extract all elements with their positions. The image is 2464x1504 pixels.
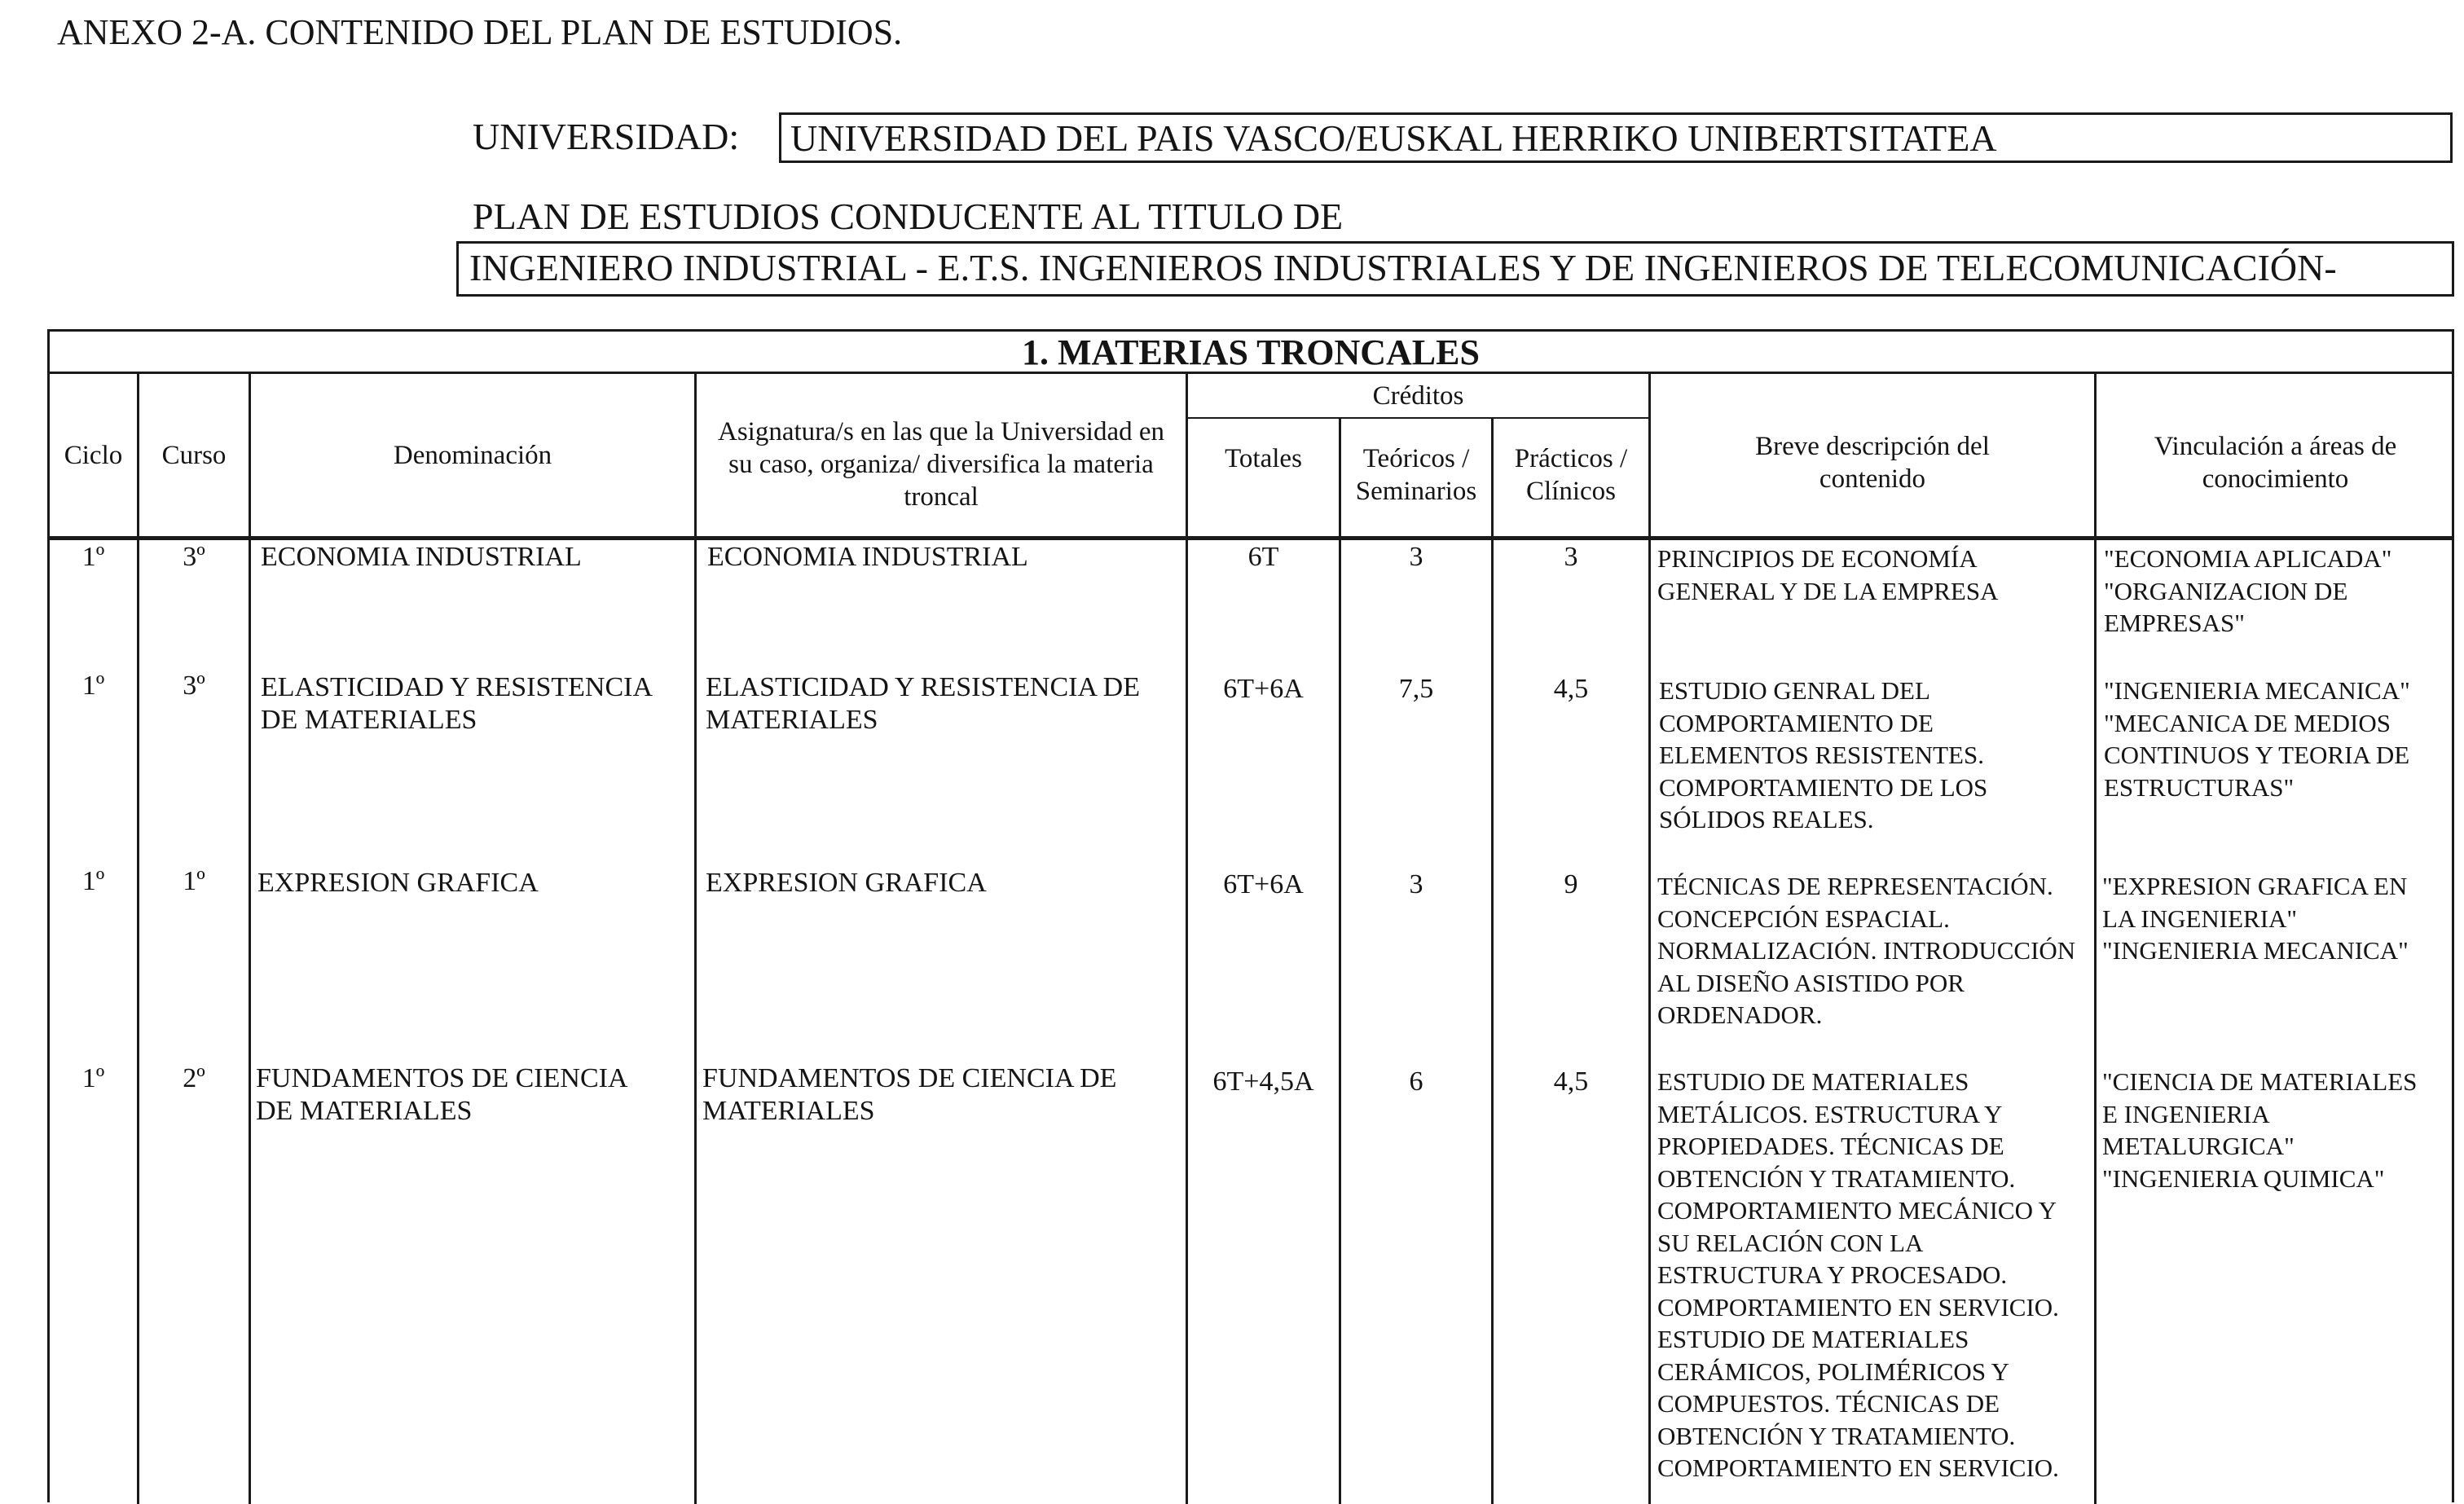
row-4-teoricos: 6 — [1409, 1066, 1423, 1097]
row-4-asignatura: FUNDAMENTOS DE CIENCIA DE MATERIALES — [702, 1063, 1117, 1126]
col-divider — [1491, 419, 1494, 1504]
row-2-totales: 6T+6A — [1223, 674, 1304, 704]
col-divider — [2094, 372, 2097, 1504]
row-4-vinculacion: "CIENCIA DE MATERIALES E INGENIERIA METALURGICA" "INGENIERIA QUIMICA" — [2102, 1067, 2418, 1193]
section-title: 1. MATERIAS TRONCALES — [1022, 332, 1480, 372]
creditos-divider — [1186, 417, 1651, 419]
row-3-asignatura: EXPRESION GRAFICA — [706, 868, 987, 898]
row-4-descripcion: ESTUDIO DE MATERIALES METÁLICOS. ESTRUCTURA Y PROPIEDADES. TÉCNICAS DE OBTENCIÓN Y TRATAMIENTO. COMPORTAMIENTO MECÁNICO Y SU RELACIÓN CON LA ESTRUCTURA Y PROCESADO. COMPORTAMIENTO EN SERVICIO. ESTUDIO DE MATERIALES CERÁMICOS, POLIMÉRICOS Y COMPUESTOS. TÉCNICAS DE OBTENCIÓN Y TRATAMIENTO. COMPORTAMIENTO EN SERVICIO. — [1657, 1067, 2059, 1482]
col-header-curso: Curso — [161, 440, 227, 470]
plan-value: INGENIERO INDUSTRIAL - E.T.S. INGENIEROS INDUSTRIALES Y DE INGENIEROS DE TELECOMUNICACIÓN- — [469, 247, 2337, 288]
row-4-totales: 6T+4,5A — [1212, 1066, 1314, 1097]
row-1-asignatura: ECONOMIA INDUSTRIAL — [707, 542, 1028, 572]
col-header-asignatura: Asignatura/s en las que la Universidad en su caso, organiza/ diversifica la materia troncal — [717, 417, 1164, 512]
col-divider — [694, 372, 697, 1504]
row-2-curso: 3º — [183, 671, 205, 701]
row-3-practicos: 9 — [1564, 869, 1578, 899]
plan-label: PLAN DE ESTUDIOS CONDUCENTE AL TITULO DE — [473, 196, 1344, 237]
row-2-practicos: 4,5 — [1553, 674, 1589, 704]
row-3-teoricos: 3 — [1409, 869, 1423, 899]
row-1-practicos: 3 — [1564, 542, 1578, 572]
row-3-ciclo: 1º — [81, 866, 105, 896]
university-label: UNIVERSIDAD: — [473, 116, 740, 157]
col-header-teoricos: Teóricos / Seminarios — [1355, 444, 1477, 506]
header-bottom-rule — [47, 536, 2454, 540]
row-2-asignatura: ELASTICIDAD Y RESISTENCIA DE MATERIALES — [706, 672, 1140, 735]
row-1-curso: 3º — [183, 542, 205, 572]
col-header-totales: Totales — [1225, 444, 1302, 473]
col-divider — [249, 372, 251, 1504]
row-4-practicos: 4,5 — [1553, 1066, 1589, 1097]
row-1-ciclo: 1º — [81, 542, 105, 572]
row-4-ciclo: 1º — [81, 1063, 105, 1093]
row-4-denominacion: FUNDAMENTOS DE CIENCIA DE MATERIALES — [256, 1063, 628, 1126]
row-1-vinculacion: "ECONOMIA APLICADA" "ORGANIZACION DE EMPRESAS" — [2104, 544, 2392, 637]
row-4-curso: 2º — [183, 1063, 205, 1093]
col-header-creditos: Créditos — [1372, 380, 1464, 411]
row-3-totales: 6T+6A — [1223, 869, 1304, 899]
row-3-descripcion: TÉCNICAS DE REPRESENTACIÓN. CONCEPCIÓN ESPACIAL. NORMALIZACIÓN. INTRODUCCIÓN AL DISEÑO ASISTIDO POR ORDENADOR. — [1657, 872, 2076, 1029]
row-1-totales: 6T — [1247, 542, 1279, 572]
university-value: UNIVERSIDAD DEL PAIS VASCO/EUSKAL HERRIKO UNIBERTSITATEA — [790, 117, 1997, 159]
row-2-descripcion: ESTUDIO GENRAL DEL COMPORTAMIENTO DE ELEMENTOS RESISTENTES. COMPORTAMIENTO DE LOS SÓLIDOS REALES. — [1659, 676, 1988, 833]
row-2-ciclo: 1º — [81, 671, 105, 701]
col-header-denominacion: Denominación — [393, 440, 552, 470]
row-2-denominacion: ELASTICIDAD Y RESISTENCIA DE MATERIALES — [261, 672, 653, 735]
row-1-teoricos: 3 — [1409, 542, 1423, 572]
row-2-vinculacion: "INGENIERIA MECANICA" "MECANICA DE MEDIOS CONTINUOS Y TEORIA DE ESTRUCTURAS" — [2104, 676, 2410, 802]
row-1-descripcion: PRINCIPIOS DE ECONOMÍA GENERAL Y DE LA EMPRESA — [1657, 544, 1999, 605]
col-divider — [1648, 372, 1651, 1504]
row-3-denominacion: EXPRESION GRAFICA — [257, 868, 539, 898]
col-header-vinculacion: Vinculación a áreas de conocimiento — [2154, 432, 2397, 494]
row-2-teoricos: 7,5 — [1398, 674, 1434, 704]
annex-title: ANEXO 2-A. CONTENIDO DEL PLAN DE ESTUDIOS. — [57, 12, 903, 52]
row-3-curso: 1º — [183, 866, 205, 896]
col-divider — [1339, 419, 1341, 1504]
col-header-descripcion: Breve descripción del contenido — [1755, 432, 1990, 494]
row-3-vinculacion: "EXPRESION GRAFICA EN LA INGENIERIA" "INGENIERIA MECANICA" — [2102, 872, 2409, 965]
row-1-denominacion: ECONOMIA INDUSTRIAL — [261, 542, 582, 572]
col-header-practicos: Prácticos / Clínicos — [1514, 444, 1628, 506]
col-header-ciclo: Ciclo — [64, 440, 123, 470]
